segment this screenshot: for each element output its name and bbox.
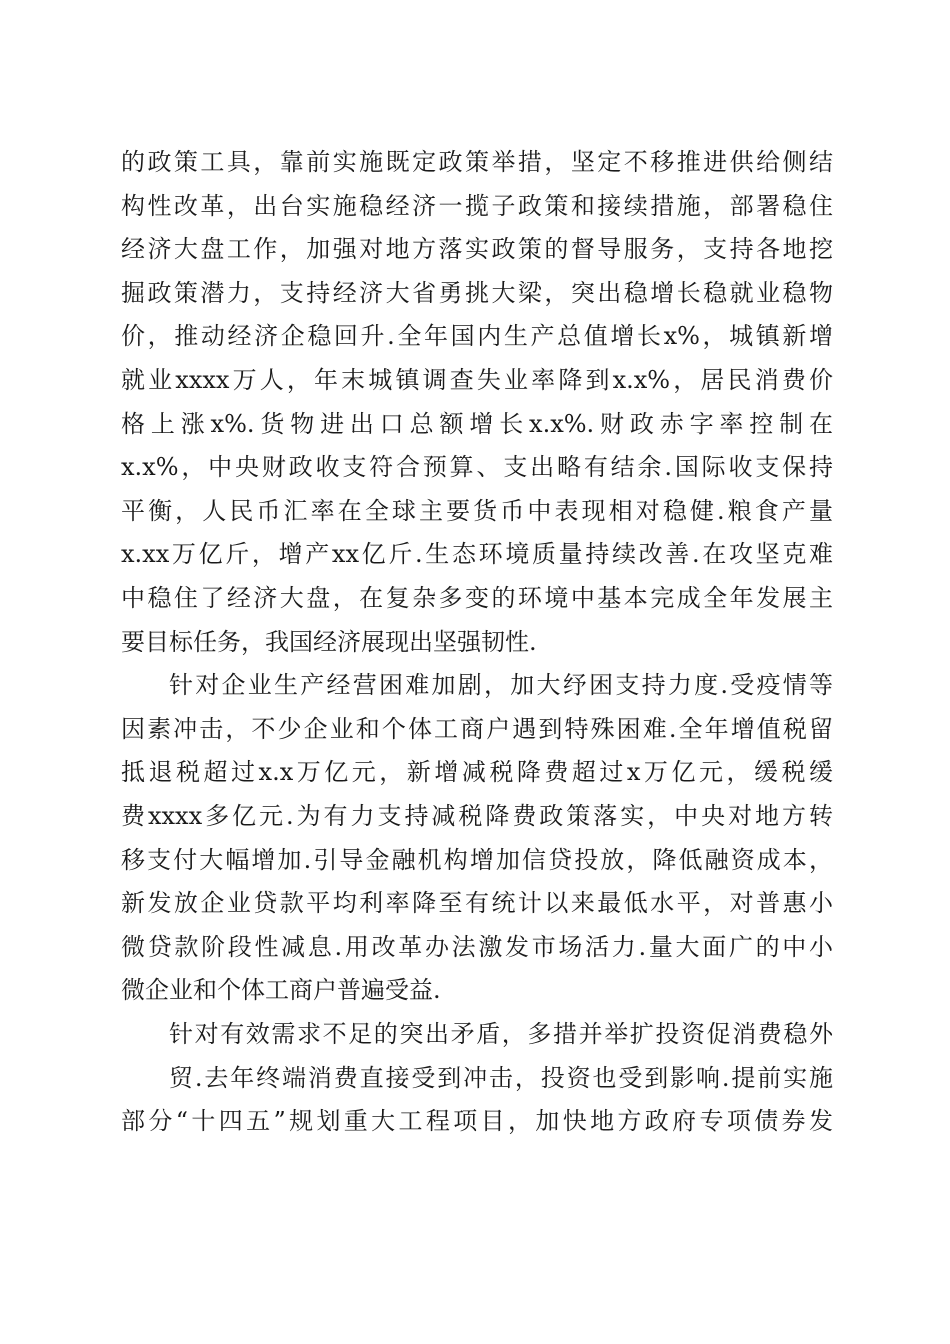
text-line: 移支付大幅增加.引导金融机构增加信贷投放，降低融资成本，	[121, 846, 833, 874]
text-line: 因素冲击，不少企业和个体工商户遇到特殊困难.全年增值税留	[121, 715, 833, 743]
text-line: 中稳住了经济大盘，在复杂多变的环境中基本完成全年发展主	[121, 584, 833, 612]
text-line: 抵退税超过x.x万亿元，新增减税降费超过x万亿元，缓税缓	[121, 758, 833, 786]
text-line: 新发放企业贷款平均利率降至有统计以来最低水平，对普惠小	[121, 889, 833, 917]
text-line: 微企业和个体工商户普遍受益.	[121, 976, 441, 1004]
text-line: 格上涨x%.货物进出口总额增长x.x%.财政赤字率控制在	[121, 410, 833, 438]
text-line: 费xxxx多亿元.为有力支持减税降费政策落实，中央对地方转	[121, 802, 833, 830]
text-line: 部分“十四五”规划重大工程项目，加快地方政府专项债券发	[121, 1107, 833, 1135]
text-line: 要目标任务，我国经济展现出坚强韧性.	[121, 628, 537, 656]
paragraph-first-line: 针对企业生产经营困难加剧，加大纾困支持力度.受疫情等	[169, 671, 833, 699]
text-line: x.x%，中央财政收支符合预算、支出略有结余.国际收支保持	[121, 453, 833, 481]
text-line: 就业xxxx万人，年末城镇调查失业率降到x.x%，居民消费价	[121, 366, 833, 394]
text-line: 构性改革，出台实施稳经济一揽子政策和接续措施，部署稳住	[121, 192, 833, 220]
text-line: 平衡，人民币汇率在全球主要货币中表现相对稳健.粮食产量	[121, 497, 833, 525]
text-line: 价，推动经济企稳回升.全年国内生产总值增长x%，城镇新增	[121, 322, 833, 350]
paragraph-first-line: 针对有效需求不足的突出矛盾，多措并举扩投资促消费稳外	[169, 1020, 833, 1048]
text-line: 的政策工具，靠前实施既定政策举措，坚定不移推进供给侧结	[121, 148, 833, 176]
text-line: x.xx万亿斤，增产xx亿斤.生态环境质量持续改善.在攻坚克难	[121, 540, 833, 568]
text-line: 贸.去年终端消费直接受到冲击，投资也受到影响.提前实施	[169, 1064, 833, 1092]
text-line: 经济大盘工作，加强对地方落实政策的督导服务，支持各地挖	[121, 235, 833, 263]
text-line: 掘政策潜力，支持经济大省勇挑大梁，突出稳增长稳就业稳物	[121, 279, 833, 307]
text-line: 微贷款阶段性减息.用改革办法激发市场活力.量大面广的中小	[121, 933, 833, 961]
